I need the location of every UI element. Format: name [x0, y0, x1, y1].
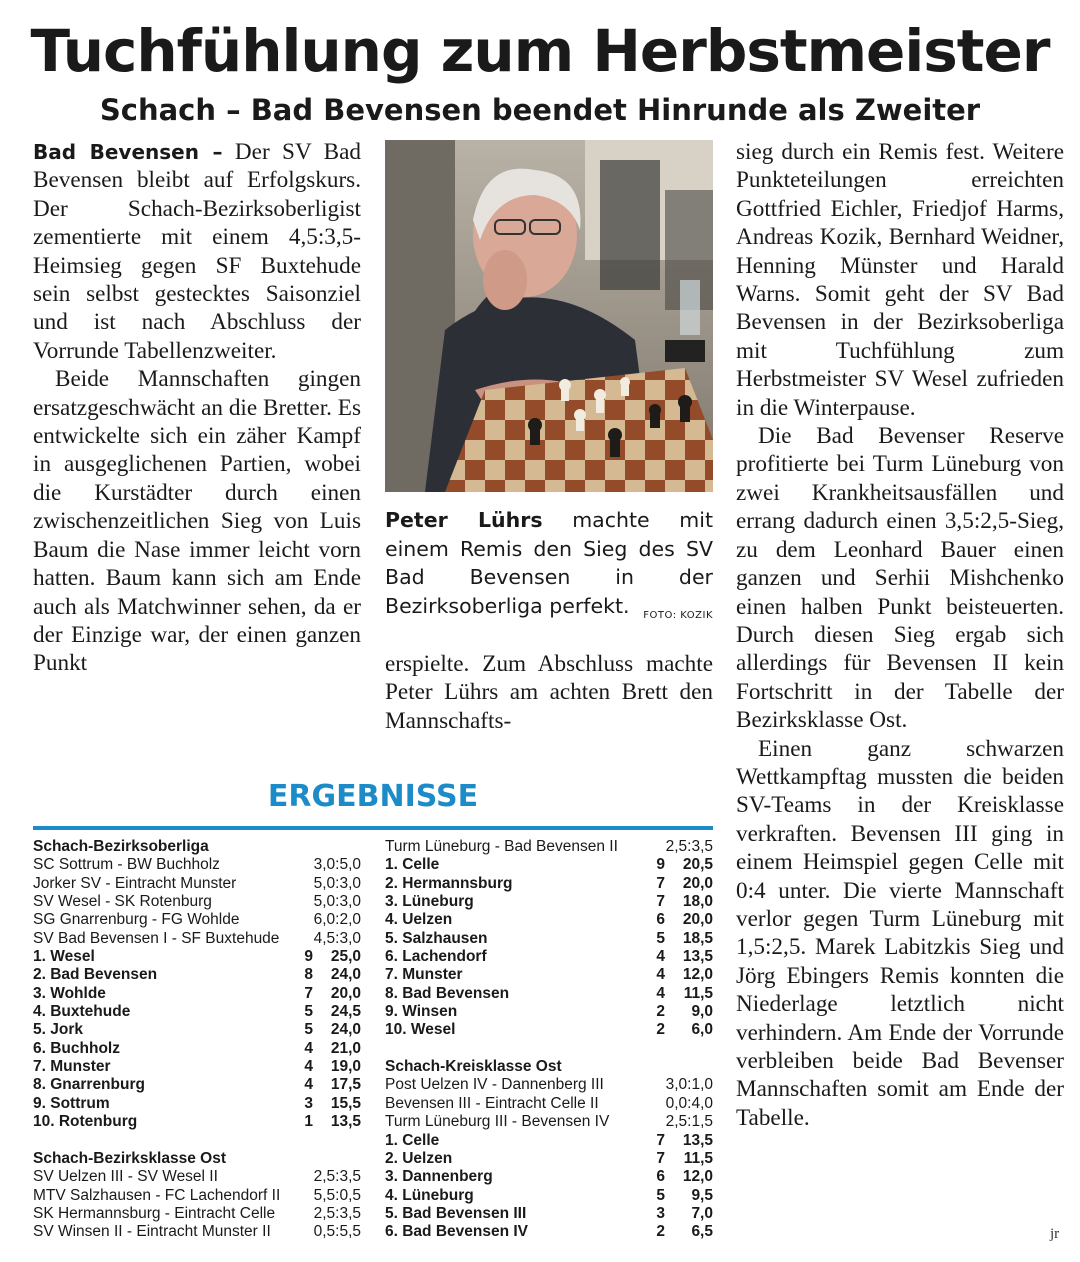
match-pairing: Jorker SV - Eintracht Munster: [33, 874, 237, 892]
table-points: 2: [656, 1003, 665, 1021]
table-points: 9: [656, 856, 665, 874]
match-pairing: MTV Salzhausen - FC Lachendorf II: [33, 1186, 281, 1204]
match-result: [385, 1076, 713, 1094]
table-row: [33, 1095, 361, 1113]
match-score: 6,0:2,0: [313, 911, 361, 929]
table-points: 2: [656, 1021, 665, 1039]
table-points: 4: [656, 948, 665, 966]
match-score: 2,5:3,5: [313, 1204, 361, 1222]
league-name: Schach-Bezirksoberliga: [33, 838, 209, 855]
table-points: 2: [656, 1223, 665, 1241]
table-points: 7: [656, 1131, 665, 1149]
match-result: [33, 1223, 361, 1241]
match-result: [33, 1205, 361, 1223]
table-team: 4. Uelzen: [385, 911, 453, 929]
table-points: 8: [304, 966, 313, 984]
table-points: 4: [304, 1058, 313, 1076]
table-row: [385, 911, 713, 929]
article-paragraph-4: sieg durch ein Remis fest. Weitere Punkteteilungen erreichten Gottfried Eichler, Friedjof Harms, Andreas Kozik, Bernhard Weidner, Henning Münster und Harald Warns. Somit geht der SV Bad Bevensen in der Bezirksoberliga mit Tuchfühlung zum Herbstmeister SV Wesel zufrieden in die Winterpause.: [736, 139, 1064, 421]
table-board-points: 11,5: [683, 984, 713, 1002]
match-result: [33, 1168, 361, 1186]
paragraph-text: Der SV Bad Bevensen bleibt auf Erfolgskurs. Der Schach-Bezirksoberligist zementierte mit einem 4,5:3,5-Heimsieg gegen SF Buxtehude sein selbst gestecktes Saisonziel und ist nach Abschluss der Vorrunde Tabellenzweiter.: [33, 139, 362, 364]
table-points: 3: [656, 1204, 665, 1222]
match-score: 5,0:3,0: [313, 893, 361, 911]
table-board-points: 9,5: [691, 1186, 713, 1204]
table-row: [385, 1205, 713, 1223]
article-paragraph-5: Die Bad Bevenser Reserve profitierte bei Turm Lüneburg von zwei Krankheitsausfällen und errang dadurch einen 3,5:2,5-Sieg, zu dem Leonhard Bauer einen ganzen und Serhii Mishchenko einen halben Punkt beisteuerten. Durch diesen Sieg ergab sich allerdings für Bevensen II kein Fortschritt in der Tabelle der Bezirksklasse Ost.: [736, 423, 1064, 734]
league-name: Schach-Kreisklasse Ost: [385, 1058, 562, 1076]
table-row: [33, 966, 361, 984]
table-team: 7. Munster: [33, 1058, 111, 1076]
match-pairing: SC Sottrum - BW Buchholz: [33, 856, 220, 874]
match-pairing: SV Winsen II - Eintracht Munster II: [33, 1223, 271, 1241]
table-team: 5. Bad Bevensen III: [385, 1204, 527, 1222]
table-team: 7. Munster: [385, 966, 463, 984]
table-team: 5. Salzhausen: [385, 929, 488, 947]
match-result: [385, 1095, 713, 1113]
match-score: 2,5:3,5: [313, 1168, 361, 1186]
article-column-1: [33, 138, 361, 678]
table-row: [385, 1132, 713, 1150]
article-column-3: [736, 138, 1064, 1132]
table-points: 7: [656, 874, 665, 892]
match-pairing: SV Bad Bevensen I - SF Buxtehude: [33, 929, 280, 947]
subheadline: Schach – Bad Bevensen beendet Hinrunde als Zweiter: [99, 93, 981, 127]
table-team: 4. Lüneburg: [385, 1186, 474, 1204]
table-row: [33, 1040, 361, 1058]
table-row: [33, 1003, 361, 1021]
match-pairing: Turm Lüneburg III - Bevensen IV: [385, 1113, 610, 1131]
results-divider: [33, 826, 713, 830]
table-board-points: 20,0: [330, 984, 361, 1002]
chess-player-photo: [385, 140, 713, 492]
table-board-points: 20,5: [682, 856, 713, 874]
table-row: [385, 948, 713, 966]
table-row: [385, 1021, 713, 1039]
table-team: 3. Lüneburg: [385, 893, 474, 911]
table-board-points: 25,0: [330, 948, 361, 966]
table-team: 1. Celle: [385, 1131, 440, 1149]
table-board-points: 13,5: [330, 1113, 361, 1131]
match-result: [33, 1187, 361, 1205]
spacer: [385, 1040, 713, 1058]
article-paragraph-3: erspielte. Zum Abschluss machte Peter Lührs am achten Brett den Mannschafts-: [385, 651, 713, 734]
match-score: 2,5:1,5: [665, 1113, 713, 1131]
photo-illustration: [385, 140, 713, 492]
match-score: 5,5:0,5: [313, 1186, 361, 1204]
league-heading: [385, 1058, 713, 1076]
match-pairing: Turm Lüneburg - Bad Bevensen II: [385, 838, 618, 855]
table-row: [385, 893, 713, 911]
table-team: 6. Bad Bevensen IV: [385, 1223, 529, 1241]
table-row: [385, 1223, 713, 1241]
dateline: Bad Bevensen –: [33, 140, 223, 164]
match-result: [33, 911, 361, 929]
table-board-points: 20,0: [682, 911, 713, 929]
match-result: [33, 856, 361, 874]
table-team: 6. Buchholz: [33, 1039, 120, 1057]
table-team: 1. Celle: [385, 856, 440, 874]
table-team: 2. Bad Bevensen: [33, 966, 158, 984]
table-team: 2. Uelzen: [385, 1149, 453, 1167]
match-score: 3,0:1,0: [665, 1076, 713, 1094]
match-score: 5,0:3,0: [313, 874, 361, 892]
table-team: 8. Bad Bevensen: [385, 984, 510, 1002]
table-points: 4: [304, 1039, 313, 1057]
match-pairing: SV Uelzen III - SV Wesel II: [33, 1168, 218, 1186]
table-row: [385, 1187, 713, 1205]
match-result: [33, 893, 361, 911]
table-points: 4: [656, 966, 665, 984]
match-pairing: SG Gnarrenburg - FG Wohlde: [33, 911, 240, 929]
table-row: [385, 930, 713, 948]
author-signature: jr: [1050, 1226, 1060, 1242]
table-team: 10. Rotenburg: [33, 1113, 138, 1131]
table-board-points: 13,5: [682, 948, 713, 966]
table-team: 1. Wesel: [33, 948, 95, 966]
match-pairing: Post Uelzen IV - Dannenberg III: [385, 1076, 604, 1094]
table-board-points: 9,0: [691, 1003, 713, 1021]
table-board-points: 7,0: [691, 1204, 713, 1222]
match-pairing: Bevensen III - Eintracht Celle II: [385, 1094, 599, 1112]
match-score: 4,5:3,0: [313, 929, 361, 947]
table-points: 7: [656, 893, 665, 911]
table-team: 9. Sottrum: [33, 1094, 110, 1112]
photo-credit: FOTO: KOZIK: [643, 609, 713, 621]
table-team: 3. Dannenberg: [385, 1168, 493, 1186]
table-points: 7: [304, 984, 313, 1002]
table-board-points: 6,0: [691, 1021, 713, 1039]
table-row: [385, 856, 713, 874]
article-column-2: [385, 650, 713, 735]
caption-name: Peter Lührs: [385, 508, 543, 532]
table-row: [33, 948, 361, 966]
article-paragraph-1: [33, 138, 361, 365]
table-row: [385, 1003, 713, 1021]
table-team: 4. Buxtehude: [33, 1003, 131, 1021]
table-board-points: 15,5: [330, 1094, 361, 1112]
match-pairing: SK Hermannsburg - Eintracht Celle: [33, 1204, 276, 1222]
table-team: 9. Winsen: [385, 1003, 458, 1021]
match-score: 0,5:5,5: [313, 1223, 361, 1241]
match-result: [385, 838, 713, 856]
table-board-points: 24,0: [330, 966, 361, 984]
table-points: 6: [656, 1168, 665, 1186]
table-row: [385, 875, 713, 893]
table-points: 9: [304, 948, 313, 966]
table-points: 5: [304, 1003, 313, 1021]
results-title: ERGEBNISSE: [267, 779, 479, 814]
table-row: [385, 1150, 713, 1168]
headline: Tuchfühlung zum Herbstmeister: [30, 17, 1050, 85]
table-board-points: 13,5: [682, 1131, 713, 1149]
table-board-points: 6,5: [691, 1223, 713, 1241]
match-score: 3,0:5,0: [313, 856, 361, 874]
table-points: 5: [656, 929, 665, 947]
caption-text: machte mit einem Remis den Sieg des SV Bad Bevensen in der Bezirksoberliga perfekt.: [385, 508, 713, 618]
table-points: 3: [304, 1094, 313, 1112]
table-team: 10. Wesel: [385, 1021, 456, 1039]
table-points: 6: [656, 911, 665, 929]
table-team: 3. Wohlde: [33, 984, 106, 1002]
table-row: [33, 1113, 361, 1131]
table-points: 1: [304, 1113, 313, 1131]
table-row: [33, 985, 361, 1003]
results-left-column: [33, 838, 361, 1242]
table-row: [33, 1058, 361, 1076]
table-row: [385, 1168, 713, 1186]
article-paragraph-6: Einen ganz schwarzen Wettkampftag mussten die beiden SV-Teams in der Kreisklasse verkraften. Bevensen III ging in einem Heimspiel gegen Celle mit 0:4 unter. Die vierte Mannschaft verlor gegen Turm Lüneburg mit 1,5:2,5. Marek Labitzkis Sieg und Jörg Ebingers Remis konnten die Niederlage letztlich nicht verhindern. Am Ende der Vorrunde verbleiben beide Bad Bevenser Mannschaften somit am Ende der Tabelle.: [736, 735, 1064, 1131]
table-row: [385, 966, 713, 984]
table-points: 4: [304, 1076, 313, 1094]
table-board-points: 19,0: [330, 1058, 361, 1076]
table-points: 5: [656, 1186, 665, 1204]
table-board-points: 11,5: [683, 1149, 713, 1167]
table-board-points: 24,5: [330, 1003, 361, 1021]
league-name: Schach-Bezirksklasse Ost: [33, 1149, 226, 1167]
table-row: [33, 1076, 361, 1094]
table-team: 8. Gnarrenburg: [33, 1076, 145, 1094]
match-score: 2,5:3,5: [665, 838, 713, 855]
photo-caption: [385, 506, 713, 630]
match-score: 0,0:4,0: [665, 1094, 713, 1112]
spacer: [33, 1132, 361, 1150]
match-result: [33, 930, 361, 948]
table-points: 5: [304, 1021, 313, 1039]
table-row: [33, 1021, 361, 1039]
table-board-points: 18,0: [682, 893, 713, 911]
league-heading: [33, 838, 361, 856]
table-board-points: 18,5: [682, 929, 713, 947]
table-board-points: 20,0: [682, 874, 713, 892]
table-row: [385, 985, 713, 1003]
match-result: [385, 1113, 713, 1131]
table-board-points: 24,0: [330, 1021, 361, 1039]
table-board-points: 21,0: [330, 1039, 361, 1057]
results-right-column: [385, 838, 713, 1242]
table-points: 4: [656, 984, 665, 1002]
article-paragraph-2: Beide Mannschaften gingen ersatzgeschwächt an die Bretter. Es entwickelte sich ein zäher Kampf in ausgeglichenen Partien, wobei die Kurstädter durch einen zwischenzeitlichen Sieg von Luis Baum die Nase immer leicht vorn hatten. Baum kann sich am Ende auch als Matchwinner sehen, da er der Einzige war, der einen ganzen Punkt: [33, 366, 361, 677]
league-heading: [33, 1150, 361, 1168]
table-team: 5. Jork: [33, 1021, 83, 1039]
table-points: 7: [656, 1149, 665, 1167]
table-board-points: 17,5: [330, 1076, 361, 1094]
table-team: 6. Lachendorf: [385, 948, 487, 966]
table-board-points: 12,0: [682, 1168, 713, 1186]
table-team: 2. Hermannsburg: [385, 874, 513, 892]
match-pairing: SV Wesel - SK Rotenburg: [33, 893, 212, 911]
match-result: [33, 875, 361, 893]
table-board-points: 12,0: [682, 966, 713, 984]
